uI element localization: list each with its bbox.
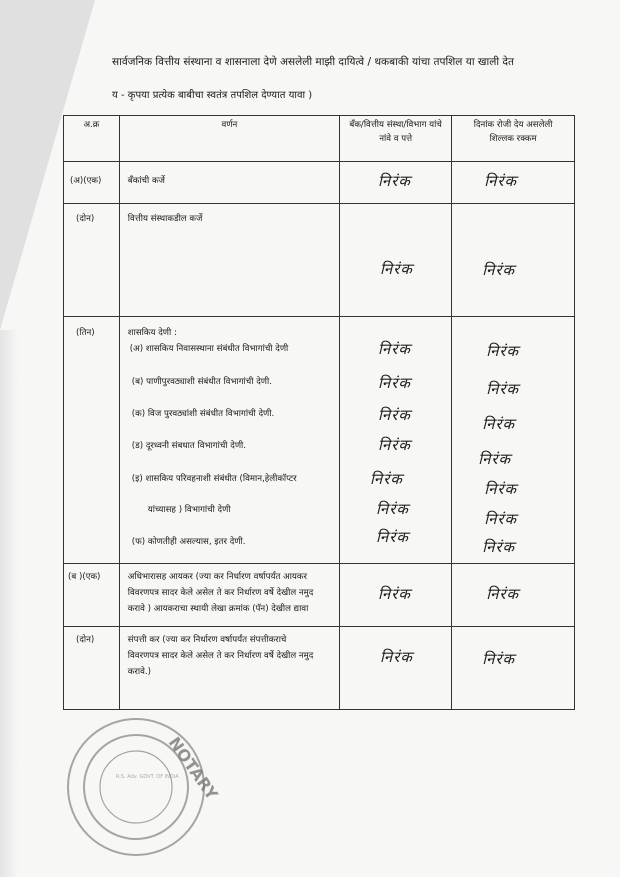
nil-handwritten: निरंक (378, 406, 411, 424)
row-line: अधिभारासह आयकर (ज्या कर निर्धारण वर्षापर्यंत आयकर (127, 572, 307, 582)
row-line: विवरणपत्र सादर केले असेल ते कर निर्धारण वर्षे देखील नमुद (127, 588, 314, 598)
nil-handwritten: निरंक (482, 261, 516, 279)
row-line: (ब) पाणीपुरवठ्याशी संबंधीत विभागांची देणी. (131, 377, 272, 387)
page-edge-shadow (0, 330, 18, 877)
table-header-row (64, 116, 575, 162)
row-line: संपत्ती कर (ज्या कर निर्धारण वर्षापर्यंत संपत्तीकराचे (127, 635, 287, 645)
row-sr: (दोन) (76, 635, 95, 645)
row-line: (फ) कोणतीही असल्यास, इतर देणी. (131, 537, 246, 547)
nil-handwritten: निरंक (484, 510, 518, 528)
nil-handwritten: निरंक (486, 585, 520, 603)
nil-handwritten: निरंक (486, 380, 520, 398)
col-header-bank: बँक/वित्तीय संस्था/विभाग यांचे नांवे व पत्ते (340, 116, 452, 162)
table-row (64, 627, 575, 710)
row-line: करावे.) (127, 667, 152, 677)
row-sr: (दोन) (76, 214, 95, 224)
stamp-inner-text: R.S. Adv. GOVT. OF INDIA (116, 774, 179, 780)
table-row (64, 204, 575, 317)
row-line: करावे ) आयकराचा स्थायी लेखा क्रमांक (पॅन) देखील द्यावा (127, 604, 309, 614)
nil-handwritten: निरंक (482, 415, 516, 433)
nil-handwritten: निरंक (378, 374, 411, 392)
nil-handwritten: निरंक (370, 470, 403, 488)
stamp-notary-text: NOTARY (164, 733, 222, 804)
table-row (64, 162, 575, 204)
row-line: शासकिय देणी : (127, 328, 177, 338)
row-sr: (ब )(एक) (68, 572, 101, 582)
nil-handwritten: निरंक (376, 500, 409, 518)
row-sr: (अ)(एक) (70, 176, 102, 186)
row-line: (इ) शासकिय परिवहनाशी संबंधीत (विमान,हेलीकॉप्टर (131, 474, 297, 484)
nil-handwritten: निरंक (486, 342, 520, 360)
row-desc: वित्तीय संस्थाकडील कर्जे (127, 214, 203, 224)
nil-handwritten: निरंक (478, 450, 512, 468)
table-row (64, 317, 575, 564)
col-header-desc: वर्णन (119, 116, 339, 162)
nil-handwritten: निरंक (482, 538, 516, 556)
notary-stamp (58, 712, 228, 862)
nil-handwritten: निरंक (378, 585, 411, 603)
nil-handwritten: निरंक (380, 648, 413, 666)
nil-handwritten: निरंक (376, 528, 409, 546)
col-header-amount: दिनांक रोजी देय असलेली शिल्लक रक्कम (452, 116, 575, 162)
header-line-1: सार्वजनिक वित्तीय संस्थाना व शासनाला देणे असलेली माझी दायित्वे / थकबाकी यांचा तपशिल या खाली देत (112, 56, 514, 68)
nil-handwritten: निरंक (380, 260, 413, 278)
liabilities-table (63, 115, 575, 710)
nil-handwritten: निरंक (378, 340, 411, 358)
row-line: (क) विज पुरवठ्यांशी संबंधीत विभागांची देणी. (131, 409, 275, 419)
row-line: यांच्यासह ) विभागांची देणी (147, 505, 231, 515)
row-line: (अ) शासकिय निवासस्थाना संबंधीत विभागांची देणी (129, 344, 289, 354)
row-line: (ड) दूरध्वनी संबधात विभागांची देणी. (131, 441, 246, 451)
nil-handwritten: निरंक (482, 650, 516, 668)
nil-handwritten: निरंक (484, 480, 518, 498)
row-sr: (तिन) (76, 328, 95, 338)
col-header-sr: अ.क्र (64, 116, 120, 162)
row-line: विवरणपत्र सादर केले असेल ते कर निर्धारण वर्षे देखील नमुद (127, 651, 314, 661)
nil-handwritten: निरंक (484, 172, 518, 190)
header-line-2: य - कृपया प्रत्येक बाबीचा स्वतंत्र तपशिल देण्यात यावा ) (112, 90, 313, 101)
table-row (64, 564, 575, 627)
row-desc: बँकांची कर्जे (127, 176, 165, 186)
document-header (112, 55, 612, 101)
nil-handwritten: निरंक (378, 436, 411, 454)
nil-handwritten: निरंक (378, 172, 411, 190)
